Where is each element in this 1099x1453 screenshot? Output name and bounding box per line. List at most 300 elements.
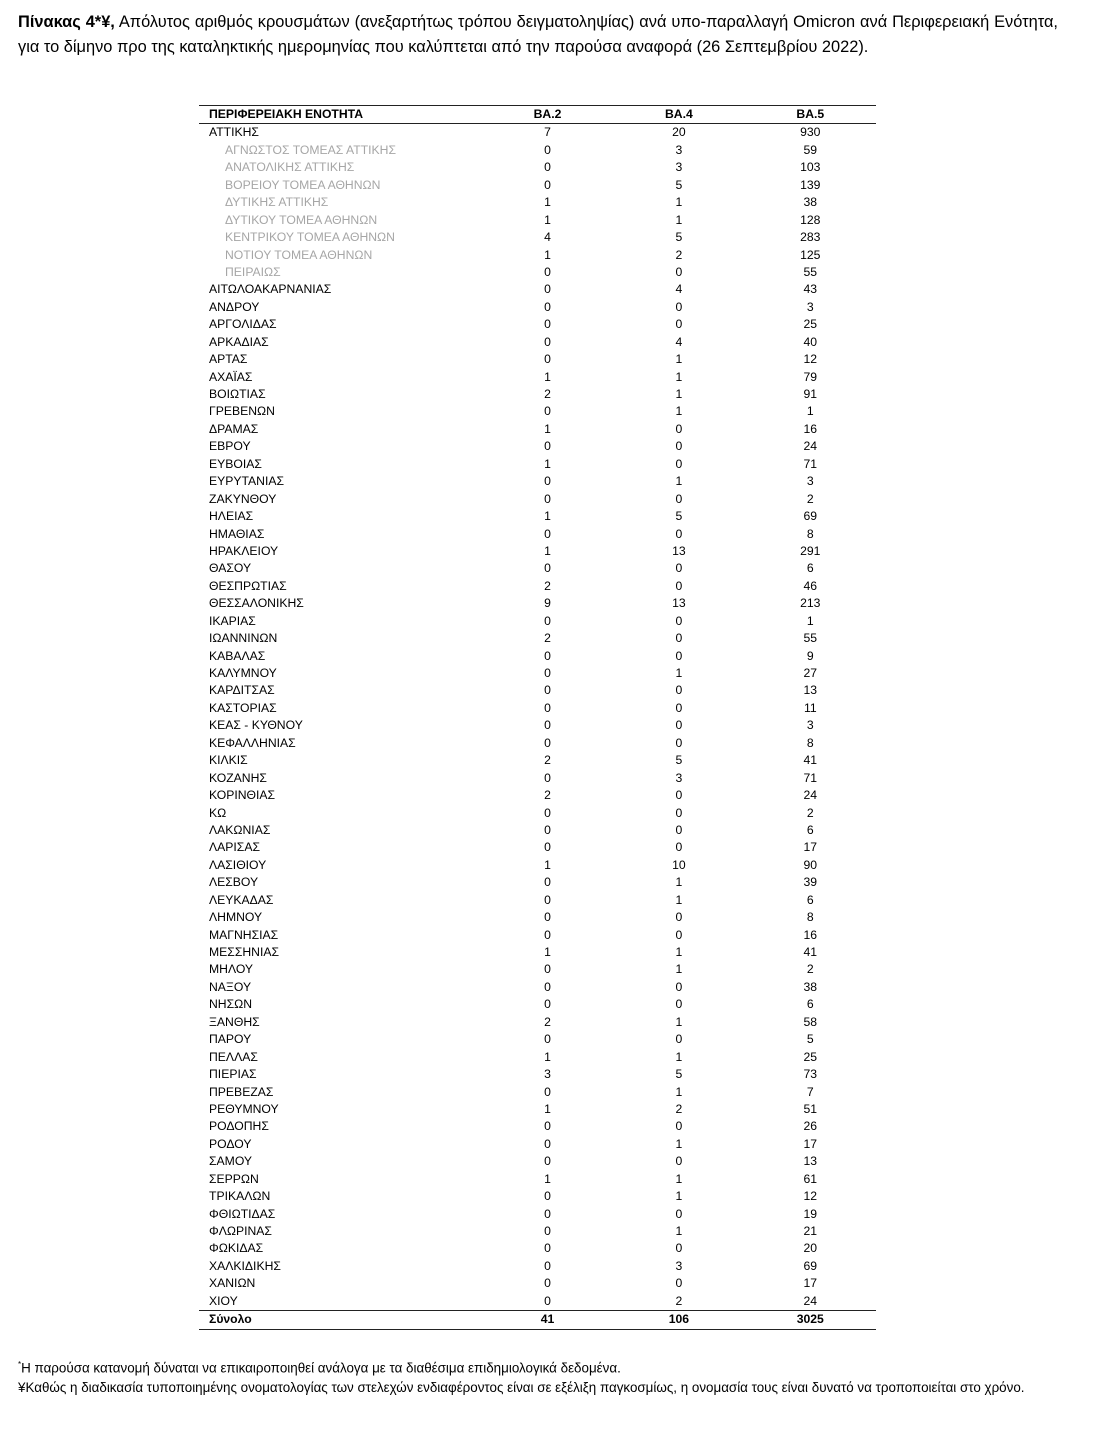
- ba5-cell: 103: [800, 160, 821, 175]
- ba5-cell: 79: [803, 369, 818, 384]
- ba4-cell: 0: [675, 1032, 683, 1047]
- header-ba4: BA.4: [613, 106, 744, 124]
- ba5-cell: 291: [800, 543, 821, 558]
- table-row: [199, 1188, 876, 1205]
- region-cell: ΚΑΡΔΙΤΣΑΣ: [209, 683, 275, 698]
- ba2-cell: 0: [544, 875, 551, 890]
- region-cell: ΚΙΛΚΙΣ: [209, 753, 248, 768]
- ba4-cell: 1: [675, 474, 683, 489]
- region-cell: ΝΟΤΙΟΥ ΤΟΜΕΑ ΑΘΗΝΩΝ: [225, 247, 373, 262]
- footnote-1: [18, 1355, 1058, 1378]
- ba4-cell: 1: [675, 1049, 683, 1064]
- table-row: [199, 857, 876, 874]
- ba5-cell: 139: [800, 177, 821, 192]
- ba5-cell: 128: [800, 212, 821, 227]
- ba2-cell: 0: [544, 1136, 551, 1151]
- region-cell: ΘΕΣΠΡΩΤΙΑΣ: [209, 578, 287, 593]
- ba2-cell: 2: [544, 788, 551, 803]
- ba4-cell: 0: [675, 526, 683, 541]
- table-row: [199, 909, 876, 926]
- ba5-cell: 16: [803, 421, 818, 436]
- region-cell: ΝΑΞΟΥ: [209, 979, 252, 994]
- ba2-cell: 0: [544, 264, 551, 279]
- table-row: [199, 142, 876, 159]
- ba5-cell: 11: [803, 700, 817, 715]
- region-cell: ΑΡΚΑΔΙΑΣ: [209, 334, 269, 349]
- ba5-cell: 41: [803, 753, 818, 768]
- ba4-cell: 1: [675, 666, 683, 680]
- total-ba4: 106: [613, 1311, 744, 1329]
- region-cell: ΚΩ: [209, 805, 227, 820]
- ba4-cell: 20: [672, 125, 686, 140]
- ba4-cell: 0: [675, 805, 683, 820]
- table-row: [199, 1171, 876, 1188]
- ba5-cell: 8: [806, 735, 814, 750]
- table-row: [199, 560, 876, 577]
- footnote-1-mark: *: [18, 1360, 22, 1369]
- ba4-cell: 1: [675, 352, 683, 367]
- table-row: [199, 805, 876, 822]
- ba4-cell: 0: [675, 1241, 683, 1256]
- region-cell: ΣΕΡΡΩΝ: [209, 1171, 259, 1186]
- ba5-cell: 61: [803, 1171, 818, 1186]
- table-row: [199, 316, 876, 333]
- footnote-2-mark: ¥: [18, 1379, 26, 1395]
- region-cell: ΠΑΡΟΥ: [209, 1032, 252, 1047]
- ba5-cell: 1: [806, 613, 814, 628]
- table-row: [199, 1066, 876, 1083]
- table-row: [199, 212, 876, 229]
- region-cell: ΦΘΙΩΤΙΔΑΣ: [209, 1206, 276, 1221]
- table-row: [199, 874, 876, 891]
- table-row: [199, 717, 876, 734]
- ba5-cell: 25: [803, 1049, 818, 1064]
- region-cell: ΤΡΙΚΑΛΩΝ: [209, 1189, 271, 1204]
- ba2-cell: 1: [544, 369, 551, 384]
- region-cell: ΞΑΝΘΗΣ: [209, 1014, 260, 1029]
- table-row: [199, 1240, 876, 1257]
- table-row: [199, 665, 876, 682]
- region-cell: ΚΟΖΑΝΗΣ: [209, 770, 267, 785]
- table-row: [199, 543, 876, 560]
- ba2-cell: 0: [544, 142, 551, 157]
- ba5-cell: 39: [803, 875, 818, 890]
- table-row: [199, 351, 876, 368]
- region-cell: ΒΟΡΕΙΟΥ ΤΟΜΕΑ ΑΘΗΝΩΝ: [225, 177, 381, 192]
- ba2-cell: 1: [544, 456, 551, 471]
- ba4-cell: 1: [675, 404, 683, 419]
- ba5-cell: 6: [806, 892, 814, 907]
- ba4-cell: 0: [675, 561, 683, 576]
- ba4-cell: 1: [675, 875, 683, 890]
- ba4-cell: 13: [672, 596, 686, 611]
- ba5-cell: 3: [806, 474, 814, 489]
- ba4-cell: 2: [675, 1293, 683, 1308]
- ba5-cell: 26: [803, 1119, 818, 1134]
- ba4-cell: 0: [675, 1119, 683, 1134]
- ba5-cell: 16: [803, 927, 818, 942]
- table-row: [199, 839, 876, 856]
- region-cell: ΗΛΕΙΑΣ: [209, 509, 254, 524]
- region-cell: ΑΡΤΑΣ: [209, 352, 248, 367]
- ba2-cell: 3: [544, 1067, 551, 1082]
- region-cell: ΔΥΤΙΚΗΣ ΑΤΤΙΚΗΣ: [225, 195, 329, 210]
- ba2-cell: 1: [544, 421, 551, 436]
- region-cell: ΜΗΛΟΥ: [209, 962, 254, 977]
- table-body: [199, 124, 876, 1311]
- ba4-cell: 4: [675, 282, 683, 297]
- ba5-cell: 17: [803, 840, 818, 855]
- ba5-cell: 13: [803, 1154, 818, 1169]
- table-row: [199, 944, 876, 961]
- table-row: [199, 264, 876, 281]
- region-cell: ΠΙΕΡΙΑΣ: [209, 1067, 257, 1082]
- table-row: [199, 1153, 876, 1170]
- region-cell: ΣΑΜΟΥ: [209, 1154, 253, 1169]
- ba4-cell: 5: [675, 230, 683, 245]
- ba5-cell: 2: [806, 962, 814, 977]
- ba4-cell: 0: [675, 788, 683, 803]
- caption-text: Απόλυτος αριθμός κρουσμάτων (ανεξαρτήτως τρόπου δειγματοληψίας) ανά υπο-παραλλαγή Omicron ανά Περιφερειακή Ενότητα, για το δίμηνο προ της καταληκτικής ημερομηνίας που καλύπτεται από την παρούσα αναφορά (26 Σεπτεμβρίου 2022).: [18, 13, 1058, 56]
- table-row: [199, 752, 876, 769]
- table-row: [199, 124, 876, 142]
- total-row: [199, 1311, 876, 1329]
- table-row: [199, 648, 876, 665]
- ba5-cell: 55: [803, 264, 818, 279]
- ba4-cell: 0: [675, 613, 683, 628]
- ba5-cell: 24: [803, 1293, 818, 1308]
- ba5-cell: 69: [803, 1258, 818, 1273]
- table-row: [199, 1206, 876, 1223]
- ba4-cell: 0: [675, 456, 683, 471]
- table-row: [199, 1031, 876, 1048]
- region-cell: ΑΓΝΩΣΤΟΣ ΤΟΜΕΑΣ ΑΤΤΙΚΗΣ: [225, 142, 397, 157]
- ba5-cell: 51: [803, 1101, 818, 1116]
- table-row: [199, 735, 876, 752]
- total-label: Σύνολο: [199, 1311, 482, 1329]
- ba4-cell: 0: [675, 683, 683, 698]
- table-row: [199, 159, 876, 176]
- region-cell: ΠΡΕΒΕΖΑΣ: [209, 1084, 274, 1099]
- table-row: [199, 456, 876, 473]
- region-cell: ΖΑΚΥΝΘΟΥ: [209, 491, 277, 506]
- ba4-cell: 0: [675, 491, 683, 506]
- table-row: [199, 386, 876, 403]
- region-cell: ΒΟΙΩΤΙΑΣ: [209, 387, 266, 401]
- region-cell: ΚΕΝΤΡΙΚΟΥ ΤΟΜΕΑ ΑΘΗΝΩΝ: [225, 230, 395, 245]
- ba2-cell: 1: [544, 1101, 551, 1116]
- ba2-cell: 0: [544, 700, 551, 715]
- ba4-cell: 5: [675, 509, 683, 524]
- ba2-cell: 0: [544, 997, 551, 1012]
- region-cell: ΡΟΔΟΠΗΣ: [209, 1119, 269, 1134]
- ba4-cell: 4: [675, 334, 683, 349]
- ba2-cell: 0: [544, 1224, 551, 1238]
- ba2-cell: 0: [544, 892, 551, 907]
- region-cell: ΙΚΑΡΙΑΣ: [209, 613, 256, 628]
- ba5-cell: 13: [803, 683, 818, 698]
- ba2-cell: 0: [544, 1293, 551, 1308]
- table-row: [199, 613, 876, 630]
- region-cell: ΚΑΣΤΟΡΙΑΣ: [209, 700, 277, 715]
- ba5-cell: 8: [806, 526, 814, 541]
- region-cell: ΛΑΡΙΣΑΣ: [209, 840, 260, 855]
- table-row: [199, 1258, 876, 1275]
- region-cell: ΙΩΑΝΝΙΝΩΝ: [209, 631, 278, 646]
- table-row: [199, 1293, 876, 1311]
- total-ba2: 41: [482, 1311, 613, 1329]
- ba2-cell: 0: [544, 1084, 551, 1099]
- ba2-cell: 0: [544, 683, 551, 698]
- ba2-cell: 0: [544, 439, 551, 454]
- ba2-cell: 0: [544, 1241, 551, 1256]
- table-row: [199, 281, 876, 298]
- ba4-cell: 0: [675, 718, 683, 733]
- ba2-cell: 0: [544, 648, 551, 663]
- region-cell: ΕΥΡΥΤΑΝΙΑΣ: [209, 474, 285, 489]
- ba2-cell: 0: [544, 526, 551, 541]
- table-row: [199, 595, 876, 612]
- ba2-cell: 1: [544, 543, 551, 558]
- footnote-2-text: Καθώς η διαδικασία τυποποιημένης ονοματολογίας των στελεχών ενδιαφέροντος είναι σε εξέλιξη παγκοσμίως, η ονομασία τους είναι δυνατό να τροποποιείται στο χρόνο.: [25, 1379, 1025, 1395]
- region-cell: ΑΧΑΪΑΣ: [209, 369, 253, 384]
- region-cell: ΡΕΘΥΜΝΟΥ: [209, 1101, 279, 1116]
- table-row: [199, 787, 876, 804]
- region-cell: ΧΑΛΚΙΔΙΚΗΣ: [209, 1258, 281, 1273]
- footnote-1-text: Η παρούσα κατανομή δύναται να επικαιροποιηθεί ανάλογα με τα διαθέσιμα επιδημιολογικά δεδομένα.: [21, 1360, 621, 1376]
- table-row: [199, 630, 876, 647]
- ba5-cell: 1: [806, 404, 814, 419]
- ba4-cell: 1: [675, 212, 683, 227]
- ba2-cell: 0: [544, 1258, 551, 1273]
- region-cell: ΘΑΣΟΥ: [209, 561, 252, 576]
- header-ba5: BA.5: [745, 106, 876, 124]
- table-row: [199, 892, 876, 909]
- data-table: [199, 105, 876, 1330]
- ba5-cell: 41: [803, 945, 818, 959]
- ba5-cell: 24: [803, 788, 818, 803]
- region-cell: ΑΙΤΩΛΟΑΚΑΡΝΑΝΙΑΣ: [209, 282, 332, 297]
- table-row: [199, 996, 876, 1013]
- ba2-cell: 0: [544, 352, 551, 367]
- ba5-cell: 6: [806, 822, 814, 837]
- header-region: ΠΕΡΙΦΕΡΕΙΑΚΗ ΕΝΟΤΗΤΑ: [199, 106, 482, 124]
- table-row: [199, 491, 876, 508]
- table-row: [199, 508, 876, 525]
- ba5-cell: 2: [806, 491, 814, 506]
- table-row: [199, 979, 876, 996]
- region-cell: ΦΛΩΡΙΝΑΣ: [209, 1224, 272, 1238]
- ba5-cell: 38: [803, 195, 818, 210]
- ba2-cell: 1: [544, 509, 551, 524]
- ba5-cell: 7: [806, 1084, 814, 1099]
- region-cell: ΚΕΑΣ - ΚΥΘΝΟΥ: [209, 718, 303, 733]
- region-cell: ΡΟΔΟΥ: [209, 1136, 252, 1151]
- region-cell: ΛΑΣΙΘΙΟΥ: [209, 857, 267, 872]
- table-row: [199, 299, 876, 316]
- ba4-cell: 0: [675, 578, 683, 593]
- total-ba5: 3025: [745, 1311, 876, 1329]
- ba2-cell: 0: [544, 770, 551, 785]
- region-cell: ΠΕΙΡΑΙΩΣ: [225, 264, 281, 279]
- ba5-cell: 90: [803, 857, 818, 872]
- region-cell: ΕΥΒΟΙΑΣ: [209, 456, 262, 471]
- ba2-cell: 0: [544, 160, 551, 175]
- region-cell: ΜΕΣΣΗΝΙΑΣ: [209, 945, 280, 959]
- ba2-cell: 0: [544, 962, 551, 977]
- ba2-cell: 0: [544, 613, 551, 628]
- ba5-cell: 5: [806, 1032, 814, 1047]
- region-cell: ΑΡΓΟΛΙΔΑΣ: [209, 317, 277, 332]
- ba4-cell: 13: [672, 543, 686, 558]
- table-row: [199, 177, 876, 194]
- ba4-cell: 5: [675, 177, 683, 192]
- table-row: [199, 1223, 876, 1240]
- ba5-cell: 71: [803, 770, 818, 785]
- region-cell: ΗΡΑΚΛΕΙΟΥ: [209, 543, 279, 558]
- table-row: [199, 822, 876, 839]
- caption-label: Πίνακας 4*¥,: [18, 13, 115, 31]
- ba5-cell: 69: [803, 509, 818, 524]
- table-row: [199, 770, 876, 787]
- ba5-cell: 3: [806, 718, 814, 733]
- ba4-cell: 1: [675, 1224, 683, 1238]
- region-cell: ΛΗΜΝΟΥ: [209, 910, 263, 925]
- table-row: [199, 194, 876, 211]
- ba2-cell: 1: [544, 1049, 551, 1064]
- footnote-2: [18, 1378, 1058, 1398]
- region-cell: ΚΟΡΙΝΘΙΑΣ: [209, 788, 276, 803]
- table-row: [199, 927, 876, 944]
- ba2-cell: 0: [544, 1206, 551, 1221]
- region-cell: ΝΗΣΩΝ: [209, 997, 253, 1012]
- ba2-cell: 0: [544, 282, 551, 297]
- ba4-cell: 0: [675, 927, 683, 942]
- ba4-cell: 5: [675, 753, 683, 768]
- ba5-cell: 2: [806, 805, 814, 820]
- table-row: [199, 700, 876, 717]
- ba5-cell: 40: [803, 334, 818, 349]
- ba4-cell: 2: [675, 247, 683, 262]
- ba2-cell: 0: [544, 805, 551, 820]
- ba2-cell: 0: [544, 927, 551, 942]
- ba2-cell: 2: [544, 631, 551, 646]
- ba5-cell: 3: [806, 299, 814, 314]
- ba4-cell: 0: [675, 735, 683, 750]
- ba4-cell: 3: [675, 142, 683, 157]
- region-cell: ΠΕΛΛΑΣ: [209, 1049, 258, 1064]
- region-cell: ΚΑΒΑΛΑΣ: [209, 648, 266, 663]
- region-cell: ΛΕΥΚΑΔΑΣ: [209, 892, 274, 907]
- table-row: [199, 229, 876, 246]
- ba2-cell: 0: [544, 334, 551, 349]
- table-row: [199, 1101, 876, 1118]
- ba2-cell: 1: [544, 857, 551, 872]
- table-row: [199, 1136, 876, 1153]
- table-row: [199, 1118, 876, 1135]
- table-row: [199, 1084, 876, 1101]
- ba2-cell: 2: [544, 387, 551, 401]
- ba2-cell: 0: [544, 1189, 551, 1204]
- ba5-cell: 43: [803, 282, 818, 297]
- ba4-cell: 1: [675, 892, 683, 907]
- ba5-cell: 12: [803, 1189, 818, 1204]
- ba5-cell: 6: [806, 997, 814, 1012]
- ba2-cell: 0: [544, 1032, 551, 1047]
- ba5-cell: 38: [803, 979, 818, 994]
- table-row: [199, 403, 876, 420]
- ba5-cell: 6: [806, 561, 814, 576]
- ba5-cell: 59: [803, 142, 818, 157]
- ba4-cell: 0: [675, 439, 683, 454]
- ba2-cell: 0: [544, 1154, 551, 1169]
- footnotes: [18, 1355, 1058, 1397]
- ba4-cell: 0: [675, 631, 683, 646]
- ba5-cell: 283: [800, 230, 821, 245]
- ba4-cell: 3: [675, 770, 683, 785]
- region-cell: ΧΙΟΥ: [209, 1293, 238, 1308]
- ba2-cell: 1: [544, 247, 551, 262]
- ba4-cell: 0: [675, 299, 683, 314]
- ba4-cell: 1: [675, 387, 683, 401]
- region-cell: ΑΝΔΡΟΥ: [209, 299, 260, 314]
- ba4-cell: 1: [675, 1084, 683, 1099]
- table-row: [199, 961, 876, 978]
- ba4-cell: 0: [675, 910, 683, 925]
- ba4-cell: 0: [675, 822, 683, 837]
- ba4-cell: 0: [675, 1276, 683, 1291]
- ba4-cell: 1: [675, 1136, 683, 1151]
- ba4-cell: 0: [675, 317, 683, 332]
- ba4-cell: 0: [675, 421, 683, 436]
- ba4-cell: 2: [675, 1101, 683, 1116]
- ba5-cell: 20: [803, 1241, 818, 1256]
- region-cell: ΑΤΤΙΚΗΣ: [209, 125, 259, 140]
- ba5-cell: 71: [803, 456, 818, 471]
- table-row: [199, 369, 876, 386]
- region-cell: ΑΝΑΤΟΛΙΚΗΣ ΑΤΤΙΚΗΣ: [225, 160, 355, 175]
- ba2-cell: 0: [544, 491, 551, 506]
- ba4-cell: 1: [675, 1171, 683, 1186]
- ba4-cell: 0: [675, 1154, 683, 1169]
- ba5-cell: 8: [806, 910, 814, 925]
- ba2-cell: 9: [544, 596, 551, 611]
- ba5-cell: 91: [803, 387, 818, 401]
- ba2-cell: 0: [544, 474, 551, 489]
- ba4-cell: 3: [675, 160, 683, 175]
- ba2-cell: 0: [544, 840, 551, 855]
- ba2-cell: 0: [544, 404, 551, 419]
- table-row: [199, 1014, 876, 1031]
- ba5-cell: 17: [803, 1276, 818, 1291]
- ba5-cell: 125: [800, 247, 821, 262]
- ba4-cell: 0: [675, 700, 683, 715]
- region-cell: ΔΡΑΜΑΣ: [209, 421, 259, 436]
- ba2-cell: 0: [544, 299, 551, 314]
- data-table-container: [199, 105, 876, 1330]
- table-caption: [18, 10, 1058, 60]
- ba5-cell: 27: [803, 666, 818, 680]
- ba5-cell: 46: [803, 578, 818, 593]
- ba5-cell: 12: [803, 352, 818, 367]
- ba4-cell: 5: [675, 1067, 683, 1082]
- ba2-cell: 0: [544, 1276, 551, 1291]
- ba4-cell: 0: [675, 1206, 683, 1221]
- region-cell: ΗΜΑΘΙΑΣ: [209, 526, 265, 541]
- ba2-cell: 1: [544, 212, 551, 227]
- ba4-cell: 1: [675, 945, 683, 959]
- ba2-cell: 0: [544, 822, 551, 837]
